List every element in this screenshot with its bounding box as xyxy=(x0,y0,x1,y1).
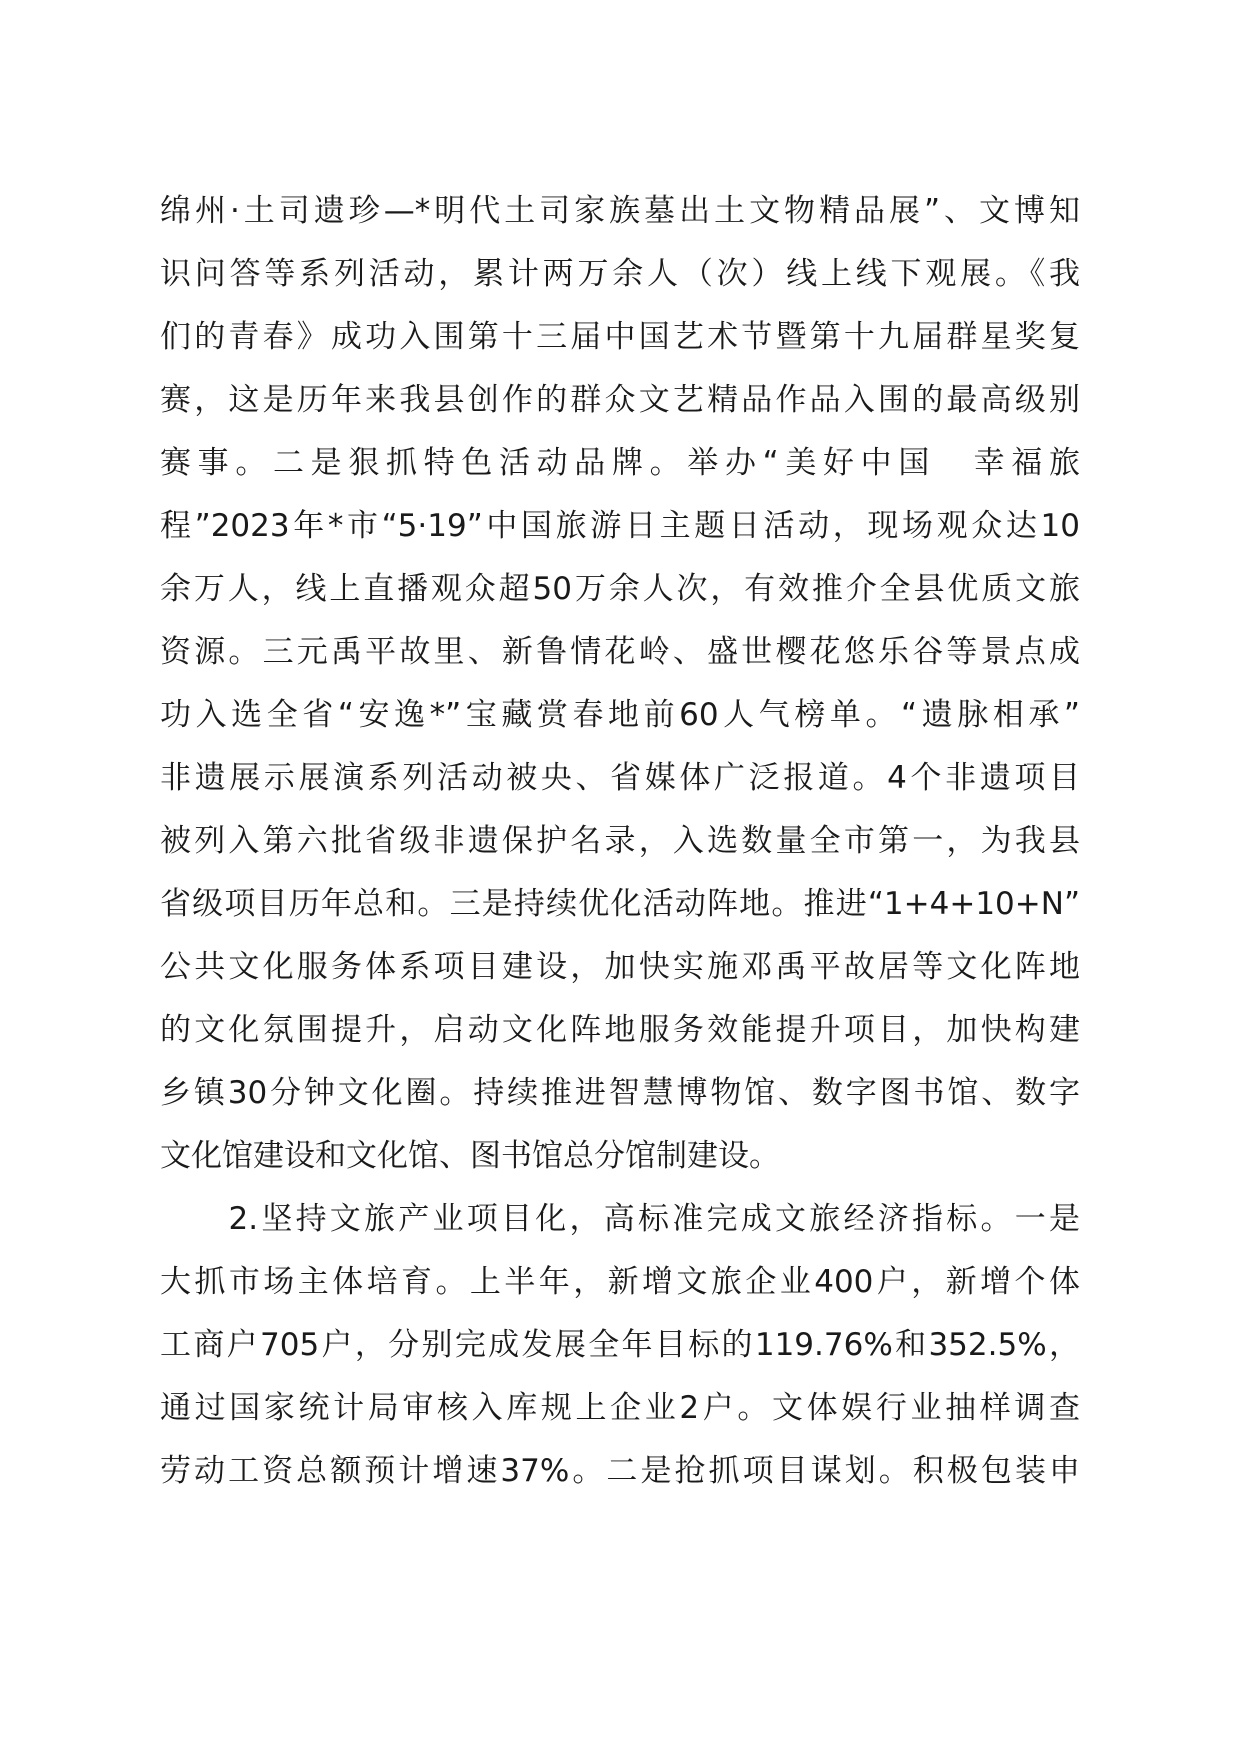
text-line: 赛，这是历年来我县创作的群众文艺精品作品入围的最高级别 xyxy=(160,382,1080,418)
text-line: 2.坚持文旅产业项目化，高标准完成文旅经济指标。一是 xyxy=(160,1201,1080,1237)
text-line: 文化馆建设和文化馆、图书馆总分馆制建设。 xyxy=(160,1138,780,1174)
text-line: 被列入第六批省级非遗保护名录，入选数量全市第一，为我县 xyxy=(160,823,1080,859)
text-line: 赛事。二是狠抓特色活动品牌。举办“美好中国 幸福旅 xyxy=(160,445,1080,481)
text-line: 功入选全省“安逸*”宝藏赏春地前60人气榜单。“遗脉相承” xyxy=(160,697,1080,733)
text-line: 资源。三元禹平故里、新鲁情花岭、盛世樱花悠乐谷等景点成 xyxy=(160,634,1080,670)
text-line: 大抓市场主体培育。上半年，新增文旅企业400户，新增个体 xyxy=(160,1264,1080,1300)
text-line: 劳动工资总额预计增速37%。二是抢抓项目谋划。积极包装申 xyxy=(160,1453,1080,1489)
text-line: 非遗展示展演系列活动被央、省媒体广泛报道。4个非遗项目 xyxy=(160,760,1080,796)
text-line: 们的青春》成功入围第十三届中国艺术节暨第十九届群星奖复 xyxy=(160,319,1080,355)
text-line: 绵州·土司遗珍—*明代土司家族墓出土文物精品展”、文博知 xyxy=(160,193,1080,229)
text-line: 乡镇30分钟文化圈。持续推进智慧博物馆、数字图书馆、数字 xyxy=(160,1075,1080,1111)
text-line: 识问答等系列活动，累计两万余人（次）线上线下观展。《我 xyxy=(160,256,1080,292)
text-line: 程”2023年*市“5·19”中国旅游日主题日活动，现场观众达10 xyxy=(160,508,1080,544)
text-line: 公共文化服务体系项目建设，加快实施邓禹平故居等文化阵地 xyxy=(160,949,1080,985)
text-line: 通过国家统计局审核入库规上企业2户。文体娱行业抽样调查 xyxy=(160,1390,1080,1426)
body-text xyxy=(160,180,1080,1503)
text-line: 工商户705户，分别完成发展全年目标的119.76%和352.5%， xyxy=(160,1327,1080,1363)
text-line: 的文化氛围提升，启动文化阵地服务效能提升项目，加快构建 xyxy=(160,1012,1080,1048)
text-line: 省级项目历年总和。三是持续优化活动阵地。推进“1+4+10+N” xyxy=(160,886,1080,922)
text-line: 余万人，线上直播观众超50万余人次，有效推介全县优质文旅 xyxy=(160,571,1080,607)
